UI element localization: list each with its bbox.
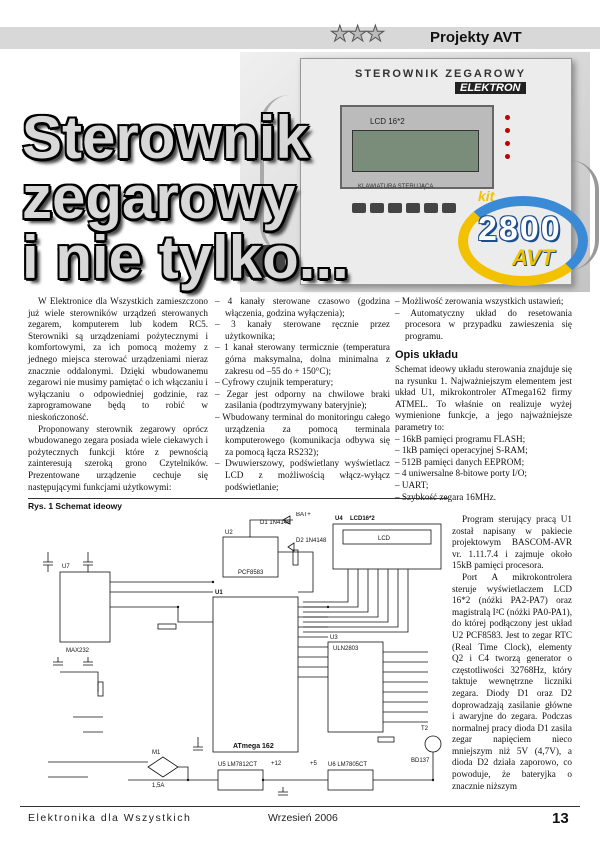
lcd-screen	[352, 130, 479, 172]
footer-date: Wrzesień 2006	[268, 812, 338, 824]
kit-number: 2800	[478, 210, 562, 248]
feature-item: – Dwuwierszowy, podświetlany wyświetlacz LCD z możliwością włącz-wyłącz podświetlanie;	[215, 458, 390, 492]
kit-brand: AVT	[512, 245, 555, 270]
footer-rule	[20, 806, 580, 807]
u6-regulator	[328, 770, 373, 790]
led-indicator	[505, 141, 510, 146]
label-u2: U2	[225, 530, 233, 536]
label-plus5: +5	[310, 761, 317, 767]
label-lcd: LCD	[378, 536, 391, 542]
paragraph: Program sterujący pracą U1 został napisany w pakiecie projektowym BASCOM-AVR vr. 1.11.7.4 i zajmuje około 15kB pamięci procesora.	[452, 514, 572, 571]
bridge-rectifier	[148, 757, 178, 777]
column-1	[28, 296, 208, 493]
section-heading: Opis układu	[395, 349, 458, 362]
paragraph: Port A mikrokontrolera steruje wyświetlaczem LCD 16*2 (nóżki PA2-PA7) oraz magistralą I²C (nóżki PA0-PA1), do której podłączony jest układ U2 PCF8583. Jest to zegar RTC (Real Time Clock), elementy Q2 i C4 tworzą generator o częstotliwości 32768Hz, który taktuje wewnętrzne liczniki zegara. Diody D1 oraz D2 doprowadzają zasilanie główne i awaryjne do zegara. Podczas normalnej pracy dioda D1 zasila zegar napięciem nieco mniejszym niż 5V (4,7V), a dioda D2 działa zaporowo, co powoduje, że bateryjka o znacznie niższym	[452, 571, 572, 791]
feature-item: – Zegar jest odporny na chwilowe braki zasilania (podtrzymywany bateryjnie);	[215, 388, 390, 411]
key	[442, 203, 456, 213]
label-u7: U7	[62, 564, 70, 570]
key	[406, 203, 420, 213]
u5-regulator	[218, 770, 263, 790]
label-m1-val: 1,5A	[152, 783, 165, 789]
page-number: 13	[552, 810, 569, 827]
param-item: – 512B pamięci danych EEPROM;	[395, 456, 525, 467]
paragraph: Schemat ideowy układu sterowania znajduje się na rysunku 1. Najważniejszym elementem jest układ U1, mikrokontroler ATmega162 firmy ATMEL. To właśnie on realizuje wyżej wymienione funkcje, a jego najważniejsze parametry to:	[395, 363, 572, 432]
label-plus12: +12	[271, 761, 282, 767]
title-line-3: i nie tylko...	[22, 224, 349, 291]
key	[388, 203, 402, 213]
u1-chip	[213, 597, 298, 752]
label-u1-name: ATmega 162	[233, 743, 274, 750]
keyboard-label: KLAWIATURA STERUJĄCA	[358, 184, 434, 190]
key	[424, 203, 438, 213]
label-u6: U6 LM7805CT	[328, 762, 368, 768]
feature-item: – Możliwość zerowania wszystkich ustawień;	[395, 296, 564, 306]
label-u5: U5 LM7812CT	[218, 762, 258, 768]
feature-item: – Cyfrowy czujnik temperatury;	[215, 377, 334, 388]
label-m1: M1	[152, 750, 161, 756]
key	[352, 203, 366, 213]
panel-title: STEROWNIK ZEGAROWY	[355, 68, 527, 80]
label-u7-name: MAX232	[66, 648, 90, 654]
column-3	[395, 296, 572, 503]
paragraph: Proponowany sterownik zegarowy oprócz wbudowanego zegara posiada wiele ciekawych i pożytecznych funkcji które z pewnością zainteresują szeroką grono Czytelników. Prezentowane urządzenie cechuje się następującymi funkcjami użytkowymi:	[28, 423, 208, 492]
param-item: – 4 uniwersalne 8-bitowe porty I/O;	[395, 468, 527, 479]
feature-item: – 4 kanały sterowane czasowo (godzina włączenia, godzina wyłączenia);	[215, 296, 390, 318]
param-item: – Szybkość zegara 16MHz.	[395, 491, 497, 502]
kit-word: kit	[478, 188, 495, 204]
column-2	[215, 296, 390, 493]
label-u4-name: LCD16*2	[350, 516, 375, 522]
label-d2: D2 1N4148	[296, 538, 327, 544]
key	[370, 203, 384, 213]
header-stars-icon: ★★★	[330, 22, 384, 47]
figure-rule	[28, 498, 448, 499]
panel-logo: ELEKTRON	[455, 82, 526, 94]
label-t2-name: BD137	[411, 758, 430, 764]
feature-item: – Wbudowany terminal do monitoringu całego urządzenia za pomocą terminala komputerowego (komunikacja odbywa się za pomocą łącza RS232);	[215, 411, 390, 457]
column-right	[452, 514, 572, 792]
led-indicator	[505, 115, 510, 120]
title-line-1: Sterownik	[22, 104, 309, 171]
section-title: Projekty AVT	[430, 29, 522, 46]
feature-item: – 3 kanały sterowane ręcznie przez użytkownika;	[215, 319, 390, 341]
label-t2: T2	[421, 726, 429, 732]
param-item: – 16kB pamięci programu FLASH;	[395, 433, 526, 444]
label-u4: U4	[335, 516, 343, 522]
label-u2-name: PCF8583	[238, 570, 264, 576]
lcd-label: LCD 16*2	[370, 117, 405, 126]
label-u3-name: ULN2803	[333, 646, 359, 652]
footer-magazine: Elektronika dla Wszystkich	[28, 812, 192, 824]
feature-item: – Automatyczny układ do resetowania procesora w przypadku zawieszenia się programu.	[395, 307, 572, 341]
feature-item: – 1 kanał sterowany termicznie (temperatura górna maksymalna, dolna minimalna z zakresu od –55 do + 150°C);	[215, 342, 390, 376]
param-item: – UART;	[395, 479, 429, 490]
param-item: – 1kB pamięci operacyjnej S-RAM;	[395, 445, 528, 456]
label-bat: BAT+	[296, 512, 311, 518]
figure-caption: Rys. 1 Schemat ideowy	[28, 501, 123, 511]
paragraph: W Elektronice dla Wszystkich zamieszczono już wiele sterowników urządzeń sterowanych zegarem, komputerem lub kodem RC5. Sterowniki są urządzeniami pożytecznymi i komfortowymi, za ich pomocą możemy z jednego miejsca sterować urządzeniami nieraz znacznie oddalonymi. Dzięki wbudowanemu zegarowi nie musimy pamiętać o ich włączaniu i wyłączaniu o odpowiedniej godzinie, raz zaprogramowane będą to robić w nieskończoność.	[28, 296, 208, 422]
led-indicator	[505, 128, 510, 133]
title-line-2: zegarowy	[22, 164, 296, 231]
label-u3: U3	[330, 635, 338, 641]
u7-chip	[60, 572, 110, 642]
schematic-diagram	[28, 512, 448, 804]
led-indicator	[505, 154, 510, 159]
u3-chip	[328, 642, 383, 732]
label-d1: D1 1N4148	[260, 520, 291, 526]
label-u1: U1	[215, 590, 223, 596]
